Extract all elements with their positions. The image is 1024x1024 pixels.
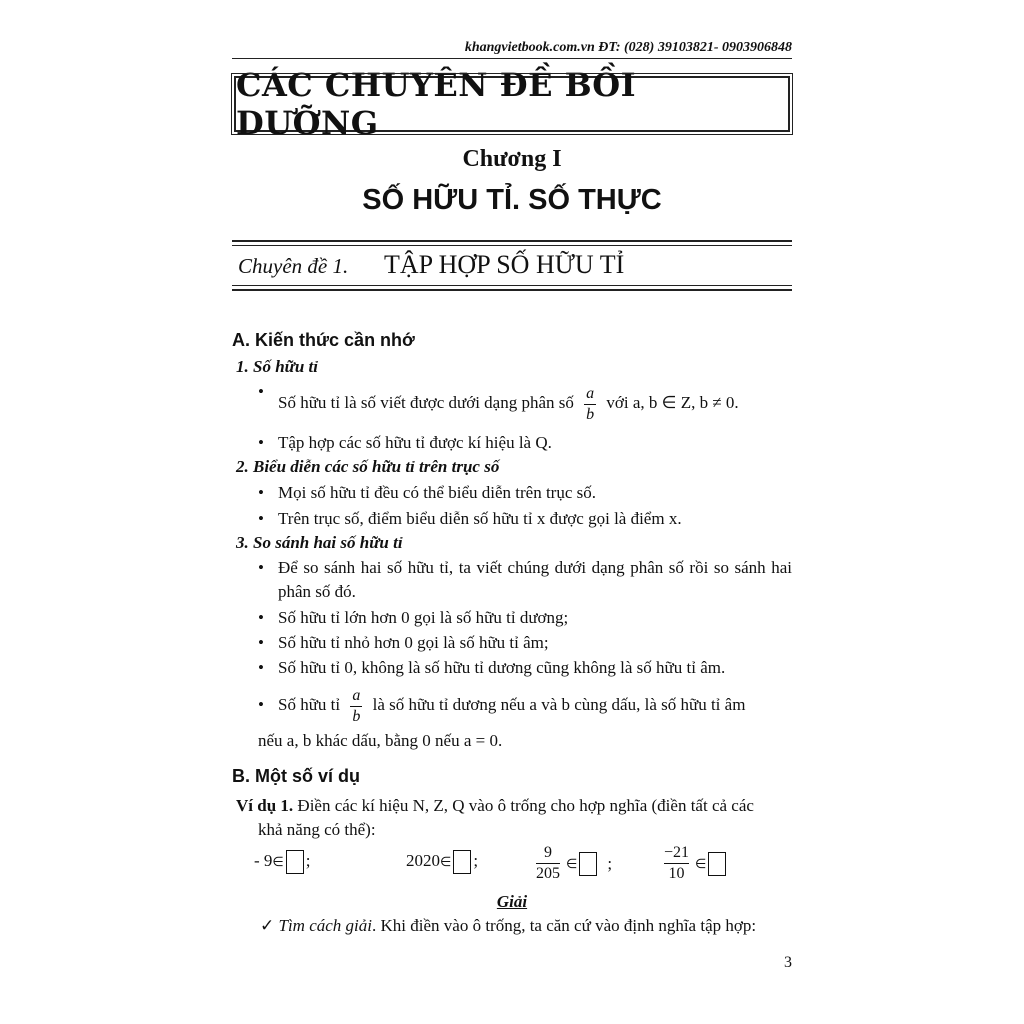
example-item-1 [254,850,310,874]
subsection-2-title: 2. Biểu diễn các số hữu tỉ trên trục số [236,457,500,476]
bullet-text-part: Số hữu tỉ là số viết được dưới dạng phân số [278,393,574,412]
page-number: 3 [784,954,792,971]
solution-hint [260,916,756,936]
fraction-denominator: b [586,405,595,423]
section-b-heading: B. Một số ví dụ [232,766,360,786]
fraction-bar [536,863,560,864]
example-item-4 [658,844,728,883]
fraction-numerator: a [586,384,595,402]
fraction-denominator: 10 [668,865,685,882]
example-1-text [236,796,792,816]
fraction-bar [664,863,689,864]
fraction-numerator: 9 [544,844,552,861]
hint-text: . Khi điền vào ô trống, ta căn cứ vào định nghĩa tập hợp: [372,916,757,935]
header-rule [232,58,792,59]
bullet-text-part: là số hữu tỉ dương nếu a và b cùng dấu, là số hữu tỉ âm [372,695,746,714]
book-title: CÁC CHUYÊN ĐỀ BỒI DƯỠNG [236,66,637,142]
subsection-3-title: 3. So sánh hai số hữu tỉ [236,533,403,552]
separator: ; [607,853,613,873]
element-of-symbol: ∈ [440,853,452,869]
page-header: khangvietbook.com.vn ĐT: (028) 39103821- 0903906848 [464,40,792,55]
separator: ; [305,850,311,870]
chapter-label: Chương I [462,146,562,172]
bullet-dot: • [258,433,264,452]
topic-rule-top-2 [232,245,792,246]
bullet-item [258,431,792,455]
chapter-title: SỐ HỮU TỈ. SỐ THỰC [362,184,662,216]
bullet-text-part: Số hữu tỉ [278,695,341,714]
bullet-item [258,631,792,655]
bullet-text: Số hữu tỉ 0, không là số hữu tỉ dương cũng không là số hữu tỉ âm. [278,658,726,677]
element-of-symbol: ∈ [272,853,284,869]
bullet-text: Trên trục số, điểm biểu diễn số hữu tỉ x được gọi là điểm x. [278,509,682,528]
example-1-continuation: khả năng có thể): [258,820,376,839]
blank-box[interactable] [708,852,726,876]
bullet-continuation: nếu a, b khác dấu, bằng 0 nếu a = 0. [258,731,503,750]
subsection-1-title: 1. Số hữu tỉ [236,357,318,376]
solution-heading: Giải [496,892,528,911]
example-item-3 [530,844,612,883]
bullet-item [258,481,792,505]
item-value: - 9 [254,850,273,870]
fraction-a-b [584,385,596,424]
fraction-9-205 [536,844,560,883]
bullet-text: Số hữu tỉ lớn hơn 0 gọi là số hữu tỉ dương; [278,608,569,627]
bullet-item [258,380,792,426]
bullet-text [278,380,792,426]
bullet-text: Tập hợp các số hữu tỉ được kí hiệu là Q. [278,433,552,452]
fraction-a-b [350,687,362,726]
bullet-dot: • [258,658,264,677]
bullet-dot: • [258,558,264,577]
item-value: 2020 [406,850,440,870]
separator: ; [473,850,479,870]
blank-box[interactable] [579,852,597,876]
bullet-text: Để so sánh hai số hữu tỉ, ta viết chúng dưới dạng phân số rồi so sánh hai phân số đó. [278,558,792,601]
bullet-dot: • [258,509,264,528]
example-item-2 [406,850,478,874]
bullet-dot: • [258,633,264,652]
fraction-bar [350,706,362,707]
blank-box[interactable] [286,850,304,874]
check-icon: ✓ [260,916,275,935]
bullet-text: Mọi số hữu tỉ đều có thể biểu diễn trên trục số. [278,483,596,502]
section-a-heading: A. Kiến thức cần nhớ [232,330,415,350]
hint-label: Tìm cách giải [278,916,372,935]
fraction-numerator: a [352,686,361,704]
bullet-dot: • [258,608,264,627]
topic-title: TẬP HỢP SỐ HỮU TỈ [384,250,625,279]
example-1-label: Ví dụ 1. [236,796,294,815]
bullet-text: Số hữu tỉ nhỏ hơn 0 gọi là số hữu tỉ âm; [278,633,549,652]
blank-box[interactable] [453,850,471,874]
bullet-item [258,556,792,604]
fraction-numerator: −21 [664,844,690,861]
bullet-item [258,507,792,531]
fraction-21-10 [664,844,689,883]
fraction-bar [584,404,596,405]
topic-rule-bottom-1 [232,285,792,286]
bullet-item [258,656,792,680]
topic-rule-bottom-2 [232,289,792,291]
bullet-item [258,682,792,728]
example-1-body: Điền các kí hiệu N, Z, Q vào ô trống cho hợp nghĩa (điền tất cả các [297,796,754,815]
bullet-text [278,682,792,728]
fraction-denominator: 205 [536,865,560,882]
bullet-dot: • [258,695,264,714]
element-of-symbol: ∈ [695,855,707,871]
topic-label: Chuyên đề 1. [238,254,349,278]
element-of-symbol: ∈ [566,855,578,871]
title-box [234,66,790,142]
bullet-dot: • [258,483,264,502]
bullet-dot: • [258,382,264,401]
fraction-denominator: b [352,707,361,725]
bullet-text-part: với a, b ∈ Z, b ≠ 0. [606,393,739,412]
bullet-item [258,606,792,630]
topic-rule-top-1 [232,240,792,242]
